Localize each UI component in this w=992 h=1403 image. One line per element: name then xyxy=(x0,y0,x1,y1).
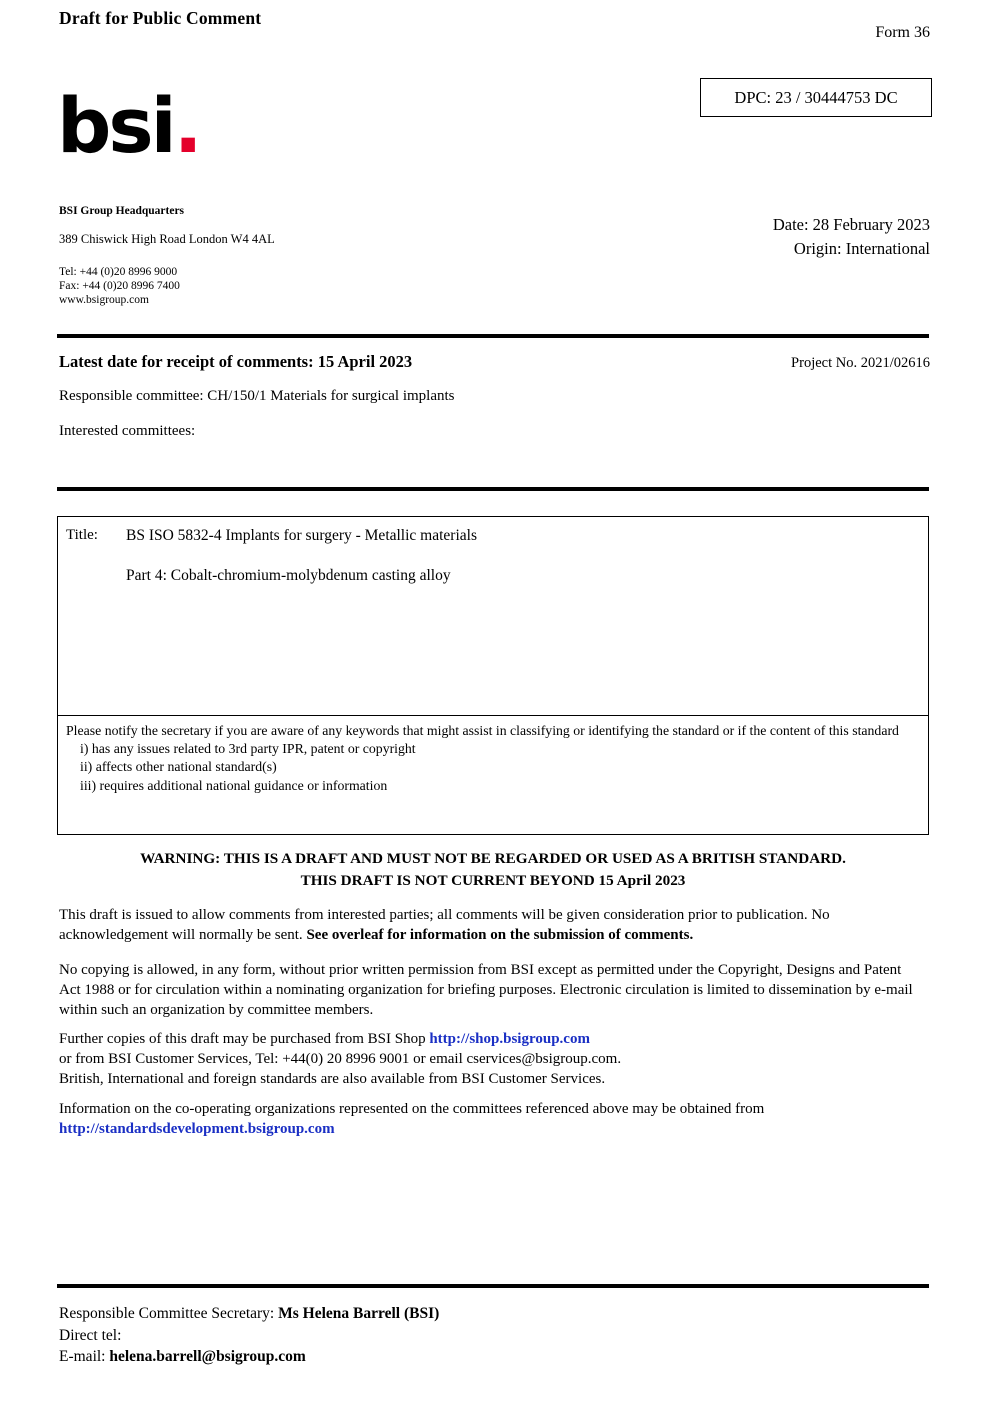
divider-rule-top xyxy=(57,334,929,338)
project-number: Project No. 2021/02616 xyxy=(791,355,930,371)
bsi-shop-link[interactable]: http://shop.bsigroup.com xyxy=(429,1031,590,1047)
document-origin: Origin: International xyxy=(793,238,930,258)
draft-warning xyxy=(57,848,929,891)
interested-committees: Interested committees: xyxy=(59,423,196,439)
dpc-reference-box xyxy=(700,78,932,117)
draft-for-public-comment-title: Draft for Public Comment xyxy=(59,8,262,28)
standards-availability-text: British, International and foreign standards are also available from BSI Customer Services. xyxy=(59,1070,606,1087)
page-footer xyxy=(59,1303,439,1368)
paragraph-further-copies xyxy=(59,1030,925,1090)
date-origin-block xyxy=(773,213,930,261)
committee-secretary-label: Responsible Committee Secretary: xyxy=(59,1305,279,1322)
list-item: ii) affects other national standard(s) xyxy=(80,759,277,775)
direct-tel-line: Direct tel: xyxy=(59,1326,122,1344)
standards-development-link[interactable]: http://standardsdevelopment.bsigroup.com xyxy=(59,1120,335,1137)
dpc-reference-text: DPC: 23 / 30444753 DC xyxy=(734,87,898,107)
standard-title-box xyxy=(57,516,929,716)
bsi-street-address: 389 Chiswick High Road London W4 4AL xyxy=(59,232,275,247)
divider-rule-middle xyxy=(57,487,929,491)
bsi-fax: Fax: +44 (0)20 8996 7400 xyxy=(59,280,180,293)
bsi-logo xyxy=(57,81,200,170)
bsi-website: www.bsigroup.com xyxy=(59,294,149,307)
comments-deadline: Latest date for receipt of comments: 15 April 2023 xyxy=(59,352,413,371)
bsi-telephone: Tel: +44 (0)20 8996 9000 xyxy=(59,266,178,278)
keywords-notice-list xyxy=(66,740,920,795)
paragraph-copyright-notice: No copying is allowed, in any form, without prior written permission from BSI except as permitted under the Copyright, Designs and Patent Act 1988 or for circulation within a nominating organization for briefing purposes. Electronic circulation is limited to dissemination by e-mail within such an organization by committee members. xyxy=(59,962,913,1018)
list-item: iii) requires additional national guidance or information xyxy=(80,777,388,793)
page-header xyxy=(55,0,932,44)
standard-part-title: Part 4: Cobalt-chromium-molybdenum casting alloy xyxy=(126,567,451,584)
email-line xyxy=(59,1346,439,1368)
form-number: Form 36 xyxy=(875,24,930,41)
cooperating-orgs-text: Information on the co-operating organizations represented on the committees referenced above may be obtained from xyxy=(59,1101,765,1117)
bsi-address-block xyxy=(59,204,275,307)
further-copies-text: Further copies of this draft may be purchased from BSI Shop xyxy=(59,1031,430,1047)
draft-warning-line-1: WARNING: THIS IS A DRAFT AND MUST NOT BE REGARDED OR USED AS A BRITISH STANDARD. xyxy=(140,850,846,867)
secretary-email: helena.barrell@bsigroup.com xyxy=(109,1348,306,1366)
standard-title: BS ISO 5832-4 Implants for surgery - Metallic materials xyxy=(126,527,477,544)
email-label: E-mail: xyxy=(59,1348,110,1366)
responsible-committee: Responsible committee: CH/150/1 Materials for surgical implants xyxy=(59,388,455,404)
paragraph-comments-notice-text: This draft is issued to allow comments from interested parties; all comments will be given consideration prior to publication. No acknowledgement will normally be sent. xyxy=(59,907,830,943)
page-content xyxy=(55,0,932,1403)
draft-warning-line-2: THIS DRAFT IS NOT CURRENT BEYOND 15 April 2023 xyxy=(300,871,686,889)
title-label: Title: xyxy=(66,527,98,543)
paragraph-comments-notice xyxy=(59,906,925,946)
bsi-org-name: BSI Group Headquarters xyxy=(59,205,185,217)
committee-secretary-name: Ms Helena Barrell (BSI) xyxy=(278,1305,440,1322)
bsi-logo-text: bsi xyxy=(57,81,174,170)
keywords-notice-text: Please notify the secretary if you are aware of any keywords that might assist in classifying or identifying the standard or if the content of this standard xyxy=(66,723,899,738)
customer-services-text: or from BSI Customer Services, Tel: +44(0) 20 8996 9001 or email cservices@bsigroup.com. xyxy=(59,1050,622,1067)
divider-rule-bottom xyxy=(57,1284,929,1288)
list-item: i) has any issues related to 3rd party IPR, patent or copyright xyxy=(80,741,416,757)
paragraph-cooperating-orgs xyxy=(59,1100,925,1140)
committee-secretary-line xyxy=(59,1303,439,1325)
document-date: Date: 28 February 2023 xyxy=(772,215,930,234)
bsi-logo-dot: . xyxy=(173,81,200,170)
paragraph-comments-notice-bold: See overleaf for information on the submission of comments. xyxy=(306,926,694,943)
keywords-notice-box xyxy=(57,715,929,835)
